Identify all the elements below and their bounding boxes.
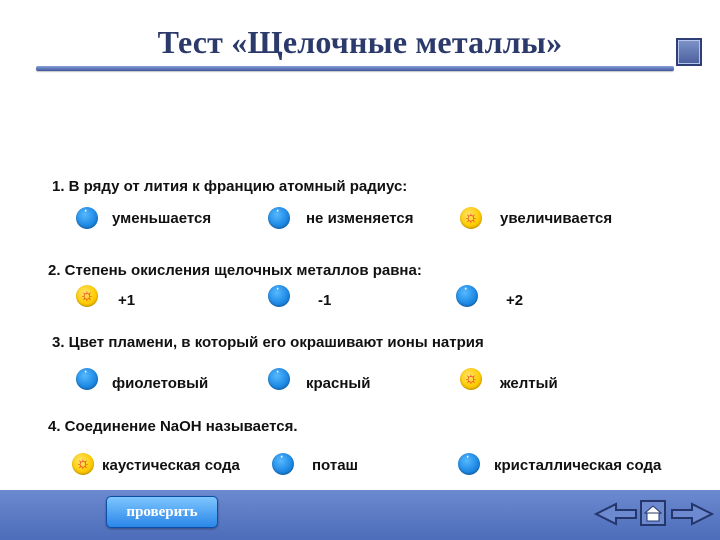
sun-icon: ☼ — [75, 455, 91, 472]
q3-option-1-label: фиолетовый — [112, 375, 209, 392]
q1-option-2-label: не изменяется — [306, 210, 414, 227]
question-1-text: 1. В ряду от лития к францию атомный радиус: — [52, 178, 408, 195]
q1-option-3-sun-radio-icon[interactable] — [460, 207, 482, 229]
sun-icon: ☼ — [79, 287, 95, 304]
question-2-text: 2. Степень окисления щелочных металлов равна: — [48, 262, 422, 279]
question-4-text: 4. Соединение NaOH называется. — [48, 418, 298, 435]
home-icon[interactable] — [640, 500, 666, 526]
q2-option-1-label: +1 — [118, 292, 136, 309]
q4-option-1-sun-radio-icon[interactable] — [72, 453, 94, 475]
q1-option-2-radio-icon[interactable] — [268, 207, 290, 229]
arrow-right-icon[interactable] — [670, 502, 714, 526]
q2-option-1-sun-radio-icon[interactable] — [76, 285, 98, 307]
q3-option-2-label: красный — [306, 375, 371, 392]
q4-option-2-radio-icon[interactable] — [272, 453, 294, 475]
sun-icon: ☼ — [463, 370, 479, 387]
square-button-icon[interactable] — [676, 38, 702, 66]
q2-option-2-radio-icon[interactable] — [268, 285, 290, 307]
q3-option-3-label: желтый — [500, 375, 558, 392]
title-divider — [36, 66, 674, 71]
q2-option-2-label: -1 — [318, 292, 332, 309]
question-3-text: 3. Цвет пламени, в который его окрашивают ионы натрия — [52, 334, 484, 351]
q2-option-3-radio-icon[interactable] — [456, 285, 478, 307]
q4-option-2-label: поташ — [312, 457, 359, 474]
q2-option-3-label: +2 — [506, 292, 524, 309]
arrow-left-icon[interactable] — [594, 502, 638, 526]
q1-option-1-label: уменьшается — [112, 210, 212, 227]
page-title: Тест «Щелочные металлы» — [157, 24, 563, 60]
q4-option-1-label: каустическая сода — [102, 457, 240, 474]
check-button[interactable]: проверить — [106, 496, 218, 528]
q4-option-3-radio-icon[interactable] — [458, 453, 480, 475]
sun-icon: ☼ — [463, 209, 479, 226]
q1-option-1-radio-icon[interactable] — [76, 207, 98, 229]
q3-option-2-radio-icon[interactable] — [268, 368, 290, 390]
q3-option-1-radio-icon[interactable] — [76, 368, 98, 390]
q1-option-3-label: увеличивается — [500, 210, 613, 227]
q4-option-3-label: кристаллическая сода — [494, 457, 662, 474]
q3-option-3-sun-radio-icon[interactable] — [460, 368, 482, 390]
